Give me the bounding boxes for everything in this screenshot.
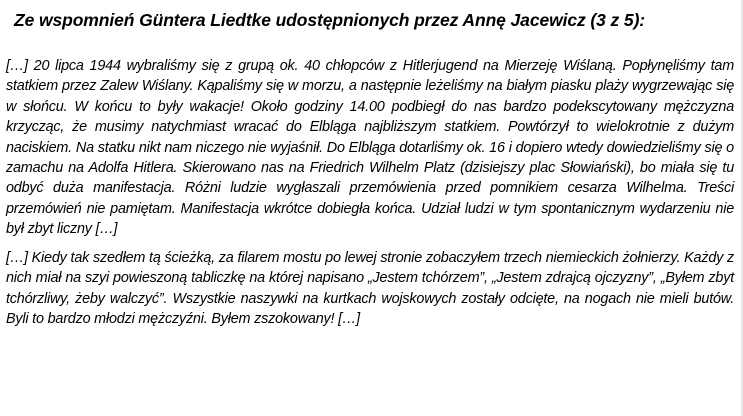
- paragraph-1: […] 20 lipca 1944 wybraliśmy się z grupą ok. 40 chłopców z Hitlerjugend na Mierzeję Wiślaną. Popłynęliśmy tam statkiem przez Zalew Wiślany. Kąpaliśmy się w morzu, a następnie leżeliśmy na białym piasku plaży wygrzewając się w słońcu. W końcu to były wakacje! Około godziny 14.00 podbiegł do nas bardzo podekscytowany mężczyzna krzycząc, że musimy natychmiast wracać do Elbląga najbliższym statkiem. Powtórzył to wielokrotnie z dużym naciskiem. Na statku nikt nam niczego nie wyjaśnił. Do Elbląga dotarliśmy ok. 16 i dopiero wtedy dowiedzieliśmy się o zamachu na Adolfa Hitlera. Skierowano nas na Friedrich Wilhelm Platz (dzisiejszy plac Słowiański), bo miała się tu odbyć duża manifestacja. Różni ludzie wygłaszali przemówienia przed pomnikiem cesarza Wilhelma. Treści przemówień nie pamiętam. Manifestacja wkrótce dobiegła końca. Udział ludzi w tym spontanicznym wydarzeniu nie był zbyt liczny […]: [6, 58, 734, 238]
- paragraph-2: […] Kiedy tak szedłem tą ścieżką, za filarem mostu po lewej stronie zobaczyłem trzech niemieckich żołnierzy. Każdy z nich miał na szyi powieszoną tabliczkę na której napisano „Jestem tchórzem”, „Jestem zdrajcą ojczyzny”, „Byłem zbyt tchórzliwy, żeby walczyć”. Wszystkie naszywki na kurtkach wojskowych zostały odcięte, na nogach nie mieli butów. Byli to bardzo młodzi mężczyźni. Byłem zszokowany! […]: [6, 250, 734, 328]
- document-title: Ze wspomnień Güntera Liedtke udostępnionych przez Annę Jacewicz (3 z 5):: [14, 10, 646, 30]
